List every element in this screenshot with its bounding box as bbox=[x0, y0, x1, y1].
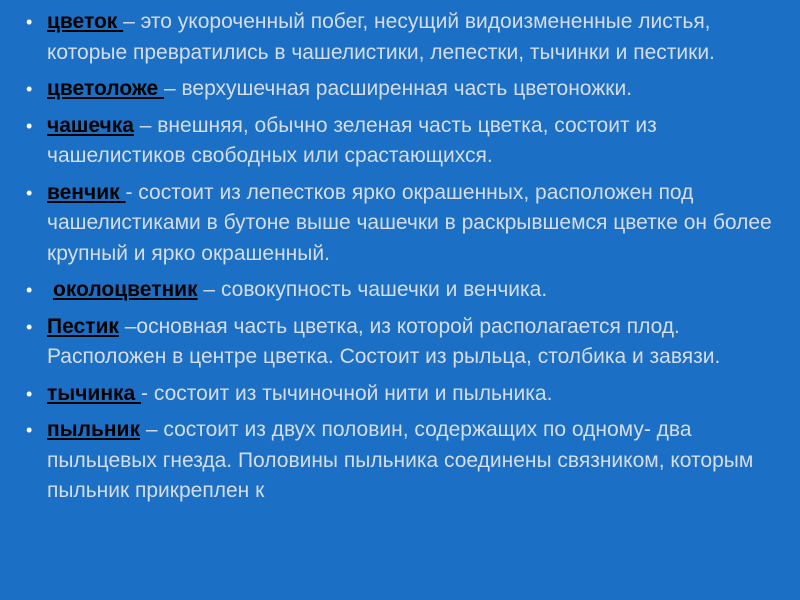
definition-term: Пестик bbox=[47, 314, 119, 338]
definition-text: – это укороченный побег, несущий видоизмененные листья, которые превратились в чашелистики, лепестки, тычинки и пестики. bbox=[47, 10, 715, 64]
bullet-icon: • bbox=[26, 115, 33, 136]
definition-term: тычинка bbox=[47, 381, 142, 405]
bullet-icon: • bbox=[26, 280, 33, 300]
definition-item bbox=[26, 275, 780, 306]
definition-term: цветоложе bbox=[47, 77, 164, 100]
definition-text: – совокупность чашечки и венчика. bbox=[197, 278, 548, 301]
definition-text: - состоит из тычиночной нити и пыльника. bbox=[141, 381, 553, 405]
bullet-icon: • bbox=[26, 316, 33, 337]
definition-term: околоцветник bbox=[53, 278, 198, 301]
bullet-icon: • bbox=[26, 420, 33, 440]
definition-text: – верхушечная расширенная часть цветоножки. bbox=[164, 77, 633, 100]
definition-item bbox=[26, 178, 780, 270]
definition-term: чашечка bbox=[47, 113, 134, 137]
definition-item bbox=[26, 111, 780, 172]
definition-item bbox=[26, 415, 780, 507]
bullet-icon: • bbox=[26, 79, 33, 99]
definition-item bbox=[26, 7, 780, 68]
definition-item bbox=[26, 74, 780, 105]
bullet-icon: • bbox=[26, 383, 33, 404]
definition-term: пыльник bbox=[47, 418, 140, 441]
definition-text: – состоит из двух половин, содержащих по одному- два пыльцевых гнезда. Половины пыльника соединены связником, которым пыльник прикреплен к bbox=[47, 418, 754, 502]
definition-text: - состоит из лепестков ярко окрашенных, расположен под чашелистиками в бутоне выше чашечки в раскрывшемся цветке он более крупный и ярко окрашенный. bbox=[47, 180, 772, 265]
definition-text: – внешняя, обычно зеленая часть цветка, состоит из чашелистиков свободных или срастающихся. bbox=[47, 113, 657, 167]
bullet-icon: • bbox=[26, 12, 33, 32]
definition-item bbox=[26, 312, 780, 373]
definition-item bbox=[26, 379, 780, 410]
bullet-icon: • bbox=[26, 182, 33, 203]
definition-list bbox=[26, 7, 780, 507]
definition-term: цветок bbox=[47, 10, 124, 33]
definition-text: –основная часть цветка, из которой располагается плод. Расположен в центре цветка. Состоит из рыльца, столбика и завязи. bbox=[47, 314, 721, 368]
definition-term: венчик bbox=[47, 180, 126, 204]
